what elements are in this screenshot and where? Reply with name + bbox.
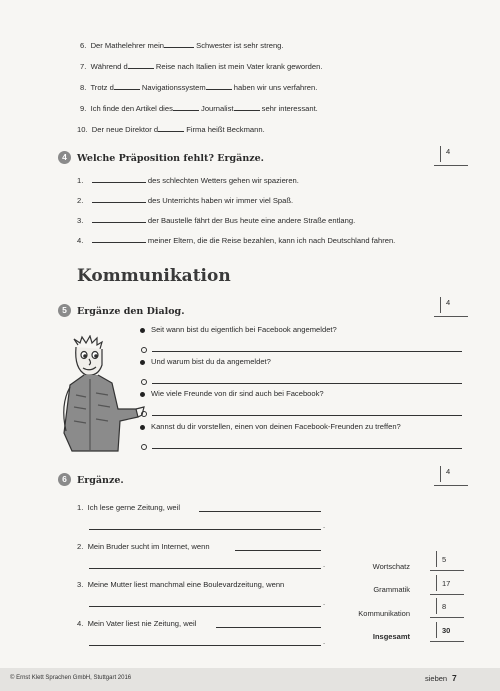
period: . [323, 560, 326, 569]
score-label-grammatik: Grammatik [373, 585, 410, 594]
exercise-title: Ergänze den Dialog. [77, 306, 185, 317]
dialog-question: Seit wann bist du eigentlich bei Facebook angemeldet? [140, 325, 337, 334]
ex3-item-8: 8. Trotz d Navigationssystem haben wir uns verfahren. [80, 83, 318, 92]
copyright-notice: © Ernst Klett Sprachen GmbH, Stuttgart 2016 [10, 675, 132, 681]
gap[interactable] [92, 175, 146, 183]
bullet-icon [140, 360, 145, 365]
exercise-number-badge: 4 [58, 151, 71, 164]
score-label-wortschatz: Wortschatz [372, 562, 410, 571]
answer-line[interactable] [89, 568, 321, 569]
period: . [323, 637, 326, 646]
page-number: 7 [452, 673, 457, 683]
ex4-item: 1. des schlechten Wetters gehen wir spazieren. [77, 176, 299, 185]
answer-circle-icon [141, 444, 147, 450]
dialog-question: Kannst du dir vorstellen, einen von deinen Facebook-Freunden zu treffen? [140, 422, 401, 431]
person-illustration [40, 335, 145, 455]
score-label-insgesamt: Insgesamt [372, 632, 410, 641]
answer-line[interactable] [89, 529, 321, 530]
answer-line[interactable] [89, 606, 321, 607]
dialog-question: Wie viele Freunde von dir sind auch bei Facebook? [140, 389, 324, 398]
ex4-item: 3. der Baustelle fährt der Bus heute eine andere Straße entlang. [77, 216, 356, 225]
answer-line[interactable] [89, 645, 321, 646]
ex4-item: 2. des Unterrichts haben wir immer viel Spaß. [77, 196, 294, 205]
answer-line[interactable] [235, 550, 321, 551]
page-word: sieben [425, 674, 448, 683]
points-box: 4 [446, 467, 451, 476]
gap[interactable] [206, 82, 232, 90]
answer-circle-icon [141, 379, 147, 385]
gap[interactable] [114, 82, 140, 90]
ex6-item: 2. Mein Bruder sucht im Internet, wenn [77, 542, 210, 551]
gap[interactable] [128, 61, 154, 69]
answer-line[interactable] [216, 627, 321, 628]
dialog-question: Und warum bist du da angemeldet? [140, 357, 271, 366]
page-footer [0, 668, 500, 691]
gap[interactable] [164, 40, 194, 48]
gap[interactable] [173, 103, 199, 111]
bullet-icon [140, 328, 145, 333]
gap[interactable] [158, 124, 184, 132]
score-box-grammatik: 17 [442, 579, 451, 588]
ex3-item-6: 6. Der Mathelehrer mein Schwester ist sehr streng. [80, 41, 284, 50]
answer-line[interactable] [152, 448, 462, 449]
score-box-kommunikation: 8 [442, 602, 447, 611]
ex3-item-9: 9. Ich finde den Artikel dies Journalist sehr interessant. [80, 104, 318, 113]
score-box-wortschatz: 5 [442, 555, 447, 564]
exercise-number-badge: 6 [58, 473, 71, 486]
answer-circle-icon [141, 411, 147, 417]
ex4-item: 4. meiner Eltern, die die Reise bezahlen, kann ich nach Deutschland fahren. [77, 236, 396, 245]
gap[interactable] [92, 195, 146, 203]
answer-line[interactable] [152, 383, 462, 384]
gap[interactable] [92, 235, 146, 243]
bullet-icon [140, 425, 145, 430]
gap[interactable] [234, 103, 260, 111]
answer-line[interactable] [152, 415, 462, 416]
section-heading: Kommunikation [77, 266, 231, 286]
exercise-title: Welche Präposition fehlt? Ergänze. [77, 153, 264, 164]
period: . [323, 598, 326, 607]
points-box: 4 [446, 298, 451, 307]
ex6-item: 4. Mein Vater liest nie Zeitung, weil [77, 619, 197, 628]
bullet-icon [140, 392, 145, 397]
exercise-number-badge: 5 [58, 304, 71, 317]
ex3-item-10: 10. Der neue Direktor d Firma heißt Beckmann. [77, 125, 265, 134]
score-box-insgesamt: 30 [442, 626, 451, 635]
answer-line[interactable] [152, 351, 462, 352]
exercise-title: Ergänze. [77, 475, 124, 486]
answer-line[interactable] [199, 511, 321, 512]
ex6-item: 1. Ich lese gerne Zeitung, weil [77, 503, 181, 512]
period: . [323, 521, 326, 530]
points-box: 4 [446, 147, 451, 156]
ex6-item: 3. Meine Mutter liest manchmal eine Boulevardzeitung, wenn [77, 580, 285, 589]
score-label-kommunikation: Kommunikation [358, 609, 410, 618]
ex3-item-7: 7. Während d Reise nach Italien ist mein Vater krank geworden. [80, 62, 323, 71]
answer-circle-icon [141, 347, 147, 353]
gap[interactable] [92, 215, 146, 223]
